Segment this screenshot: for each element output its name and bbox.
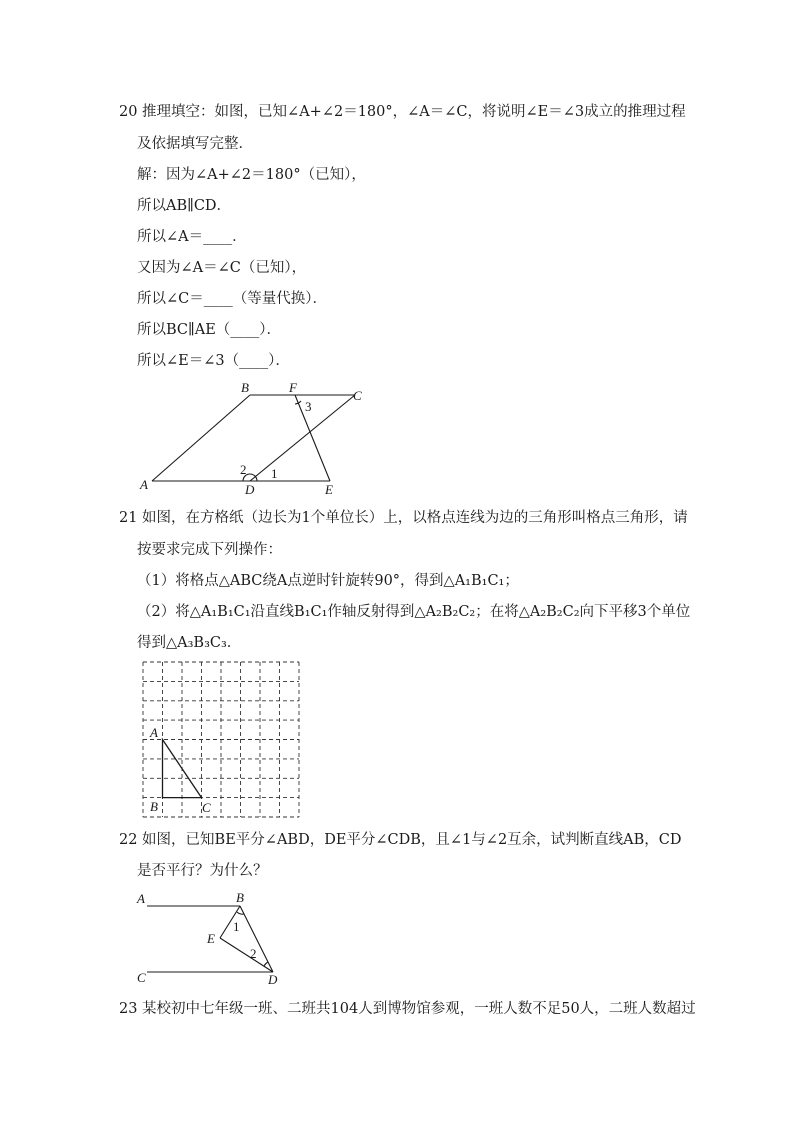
q20-line2: 及依据填写完整． — [137, 136, 253, 152]
q20-step: 解：因为∠A+∠2＝180°（已知）， — [137, 167, 366, 183]
label-angle-2: 2 — [240, 462, 247, 477]
q21-item1: （1）将格点△ABC绕A点逆时针旋转90°，得到△A₁B₁C₁； — [137, 573, 519, 589]
label-e: E — [325, 482, 333, 497]
q23-line1: 23 某校初中七年级一班、二班共104人到博物馆参观，一班人数不足50人，二班人数超过 — [119, 1001, 696, 1017]
segment-dc — [250, 395, 355, 481]
label-b: B — [241, 380, 249, 395]
q20-step: 所以∠C＝____（等量代换）． — [137, 291, 327, 307]
q20-step: 所以∠E＝∠3（____）． — [137, 353, 290, 369]
label-c: C — [202, 800, 211, 815]
label-b: B — [236, 890, 244, 905]
label-a: A — [140, 477, 148, 492]
label-f: F — [289, 380, 297, 395]
q20-step: 所以∠A＝____． — [137, 229, 247, 245]
label-angle-3: 3 — [305, 399, 312, 414]
label-d: D — [245, 482, 255, 497]
label-a: A — [150, 725, 158, 740]
angle-2-arc — [264, 962, 268, 966]
q22-line2: 是否平行？为什么？ — [137, 863, 268, 879]
q20-step: 又因为∠A＝∠C（已知）， — [137, 260, 307, 276]
q20-step: 所以BC∥AE（____）． — [137, 322, 282, 338]
q21-grid-figure — [138, 659, 308, 824]
q21-item2-cont: 得到△A₃B₃C₃． — [137, 635, 242, 651]
label-d: D — [268, 972, 278, 987]
q22-figure — [135, 888, 295, 993]
label-b: B — [150, 799, 158, 814]
label-angle-1: 1 — [271, 466, 278, 481]
q20-figure — [135, 378, 375, 498]
segment-ab — [152, 395, 250, 481]
segment-fe — [295, 395, 330, 481]
q21-line1: 21 如图，在方格纸（边长为1个单位长）上，以格点连线为边的三角形叫格点三角形，请 — [119, 510, 688, 526]
q21-item2: （2）将△A₁B₁C₁沿直线B₁C₁作轴反射得到△A₂B₂C₂；在将△A₂B₂C₂向下平移3个单位 — [137, 604, 691, 620]
q20-step: 所以AB∥CD． — [137, 198, 232, 214]
label-angle-1: 1 — [233, 919, 240, 934]
label-e: E — [207, 931, 215, 946]
label-c: C — [353, 388, 362, 403]
label-angle-2: 2 — [250, 946, 257, 961]
q21-line2: 按要求完成下列操作： — [137, 542, 282, 558]
q22-line1: 22 如图，已知BE平分∠ABD，DE平分∠CDB，且∠1与∠2互余，试判断直线AB，CD — [119, 832, 682, 848]
label-a: A — [137, 891, 145, 906]
label-c: C — [137, 970, 146, 985]
q20-line1: 20 推理填空：如图，已知∠A+∠2＝180°，∠A＝∠C，将说明∠E＝∠3成立的推理过程 — [119, 104, 686, 120]
